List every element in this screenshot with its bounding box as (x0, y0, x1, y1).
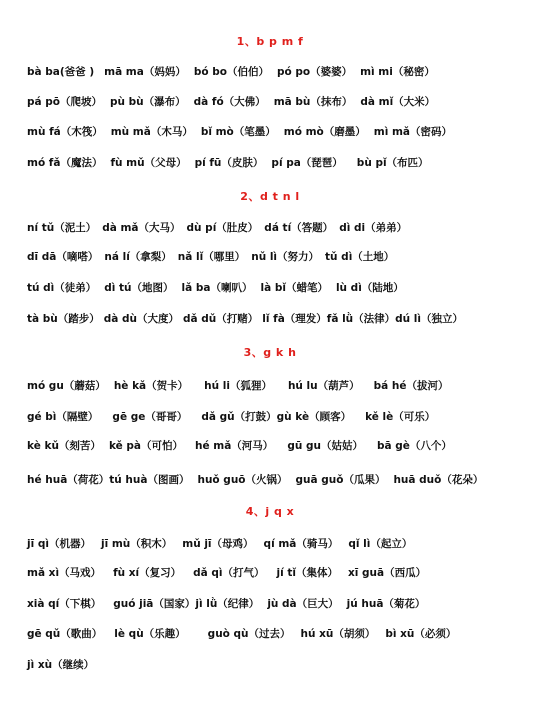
word-item: fù xí（复习） (113, 567, 182, 579)
word-item: qí mǎ（骑马） (263, 538, 339, 550)
word-item: kè kǔ（刻苦） (27, 440, 101, 452)
word-row (27, 597, 532, 611)
word-item: hè kǎ（贺卡） (113, 380, 189, 392)
word-item: kě lè（可乐） (365, 411, 436, 423)
word-row (27, 658, 532, 672)
word-item: tú dì（徒弟） (27, 282, 97, 294)
word-item: mì mǎ（密码） (373, 126, 452, 138)
word-item: dī dā（嘀嗒） (27, 251, 99, 263)
word-item: pó po（婆婆） (276, 66, 353, 78)
word-item: dá tí（答题） (264, 222, 334, 234)
word-item: mā ma（妈妈） (104, 66, 186, 78)
word-item: dǎ qì（打气） (193, 567, 265, 579)
word-item: fù mǔ（父母） (110, 157, 187, 169)
word-item: tà bù（踏步） (27, 313, 100, 325)
word-item: hé mǎ（河马） (195, 440, 274, 452)
word-item: huǒ guō（火锅） (197, 474, 288, 486)
word-item: xià qí（下棋） (27, 598, 102, 610)
word-item: guó jiā（国家）jì lǜ（纪律） (113, 598, 260, 610)
word-item: pí pa（琵琶） (271, 157, 343, 169)
word-item: bà ba(爸爸 ) (27, 66, 95, 78)
word-item: bá hé（拔河） (373, 380, 449, 392)
word-item: lǎ ba（喇叭） (181, 282, 253, 294)
word-item: lè qù（乐趣） (114, 628, 186, 640)
word-item: mù fá（木筏） (27, 126, 103, 138)
word-row (27, 281, 532, 295)
word-item: pí fū（皮肤） (194, 157, 264, 169)
word-item: pá pō（爬坡） (27, 96, 102, 108)
word-item: mǎ xì（马戏） (27, 567, 102, 579)
section-heading-jqx: 4、j q x (245, 505, 295, 518)
word-row (27, 250, 532, 264)
word-row (27, 439, 532, 453)
word-row (27, 156, 532, 170)
word-row (27, 537, 532, 551)
word-item: gé bì（隔壁） (27, 411, 99, 423)
word-item: dà mǎ（大马） (102, 222, 181, 234)
word-item: dǎ gǔ（打鼓）gù kè（顾客） (201, 411, 352, 423)
word-item: bā gè（八个） (376, 440, 452, 452)
word-item: mā bù（抹布） (273, 96, 353, 108)
word-item: jī qì（机器） (27, 538, 91, 550)
word-item: dà dù（大度） (103, 313, 180, 325)
word-item: kě pà（可怕） (108, 440, 184, 452)
word-row (27, 95, 532, 109)
word-item: gū gu（姑姑） (287, 440, 363, 452)
word-item: mǔ jī（母鸡） (182, 538, 254, 550)
word-item: mù mǎ（木马） (110, 126, 193, 138)
word-item: gē ge（哥哥） (112, 411, 188, 423)
word-row (27, 379, 532, 393)
word-item: dà fó（大佛） (193, 96, 266, 108)
word-item: dì di（弟弟） (339, 222, 408, 234)
word-row (27, 65, 532, 79)
word-item: lǐ fà（理发）fǎ lǜ（法律）dú lì（独立） (262, 313, 464, 325)
section-heading-gkh: 3、g k h (243, 346, 297, 359)
word-item: hú li（狐狸） (204, 380, 272, 392)
word-item: nǎ lǐ（哪里） (177, 251, 246, 263)
word-row (27, 566, 532, 580)
word-item: xī guā（西瓜） (348, 567, 427, 579)
word-row (27, 312, 532, 326)
word-item: bó bo（伯伯） (193, 66, 269, 78)
word-item: tǔ dì（土地） (325, 251, 395, 263)
word-row (27, 410, 532, 424)
word-item: jù dà（巨大） (267, 598, 339, 610)
word-row (27, 221, 532, 235)
word-item: ní tǔ（泥土） (27, 222, 97, 234)
word-row (27, 125, 532, 139)
word-row (27, 473, 532, 487)
word-item: bì xū（必须） (385, 628, 457, 640)
word-item: qǐ lì（起立） (348, 538, 413, 550)
word-item: hé huā（荷花）tú huà（图画） (27, 474, 190, 486)
word-item: jí tǐ（集体） (276, 567, 338, 579)
word-item: guò qù（过去） (207, 628, 291, 640)
word-item: huā duǒ（花朵） (393, 474, 484, 486)
word-item: là bǐ（蜡笔） (260, 282, 328, 294)
word-item: mó mò（磨墨） (283, 126, 366, 138)
word-item: gē qǔ（歌曲） (27, 628, 103, 640)
word-item: dì tú（地图） (104, 282, 174, 294)
word-item: jì xù（继续） (27, 659, 95, 671)
section-heading-dtnl: 2、d t n l (240, 190, 300, 203)
word-item: mó fǎ（魔法） (27, 157, 103, 169)
word-item: nǔ lì（努力） (251, 251, 320, 263)
word-item: pù bù（瀑布） (110, 96, 186, 108)
word-item: dù pí（肚皮） (186, 222, 259, 234)
word-item: hú lu（葫芦） (287, 380, 360, 392)
word-item: jú huā（菊花） (346, 598, 426, 610)
word-item: dà mǐ（大米） (360, 96, 436, 108)
word-item: ná lí（拿梨） (104, 251, 172, 263)
word-item: lù dì（陆地） (335, 282, 404, 294)
word-item: mì mi（秘密） (360, 66, 435, 78)
word-row (27, 627, 532, 641)
section-heading-bpmf: 1、b p m f (236, 35, 304, 48)
word-item: bǐ mò（笔墨） (200, 126, 276, 138)
word-item: jī mù（积木） (100, 538, 173, 550)
word-item: dǎ dǔ（打赌） (183, 313, 259, 325)
word-item: mó gu（蘑菇） (27, 380, 106, 392)
word-item: hú xū（胡须） (300, 628, 376, 640)
word-item: bù pǐ（布匹） (356, 157, 429, 169)
word-item: guā guǒ（瓜果） (295, 474, 386, 486)
